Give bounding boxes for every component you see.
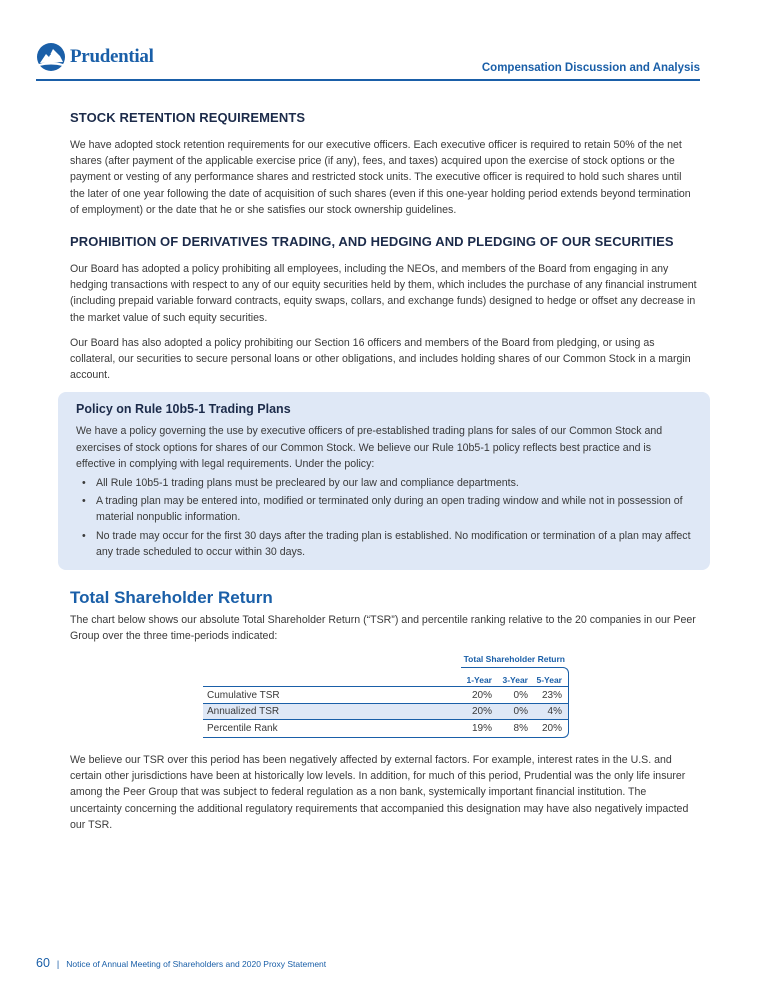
- prohibition-paragraph-1: Our Board has adopted a policy prohibiting all employees, including the NEOs, and members of the Board from engaging in any hedging transactions with respect to any of our equity securities held by them, which includes the purchase of any financial instrument (including prepaid variable forward contracts, equity swaps, collars, and exchange funds) designed to hedge or offset any decrease in the market value of such equity securities.: [70, 263, 697, 324]
- header-divider: [36, 79, 700, 81]
- page-footer: [36, 956, 326, 970]
- callout-intro: We have a policy governing the use by executive officers of pre-established trading plans for sales of our Common Stock and exercises of stock options for shares of our Common Stock. We believe our Rule 10b5-1 policy reflects best practice and is effective in complying with legal requirements. Under the policy:: [76, 425, 663, 470]
- rock-of-gibraltar-icon: [36, 42, 66, 72]
- tsr-intro: The chart below shows our absolute Total Shareholder Return (“TSR”) and percentile ranking relative to the 20 companies in our Peer Group over the three time-periods indicated:: [70, 614, 696, 643]
- callout-bullet: • No trade may occur for the first 30 days after the trading plan is established. No modification or termination of a plan may affect any trade scheduled to occur within 30 days.: [76, 528, 692, 560]
- table-cell: 0%: [513, 706, 528, 718]
- table-cell: 20%: [541, 723, 562, 735]
- footer-separator: |: [56, 959, 60, 969]
- section-label: Compensation Discussion and Analysis: [481, 62, 700, 74]
- callout-bullet-list: [76, 475, 692, 560]
- rule-10b5-1-callout: [58, 392, 710, 570]
- tsr-heading: Total Shareholder Return: [70, 588, 273, 608]
- table-cell: 8%: [513, 723, 528, 735]
- tsr-closing-paragraph: We believe our TSR over this period has been negatively affected by external factors. For example, interest rates in the U.S. and certain other jurisdictions have been at historically low levels. In addition, for much of this period, Prudential was the only life insurer among the Peer Group that was subject to federal regulation as a non bank, systemically important financial institution. The uncertainty concerning the additional regulatory requirements that accompanied this designation may have also negatively impacted our TSR.: [70, 753, 689, 831]
- row-label: Annualized TSR: [207, 706, 280, 718]
- table-cell: 4%: [547, 706, 562, 718]
- table-cell: 0%: [513, 689, 528, 701]
- prohibition-heading: PROHIBITION OF DERIVATIVES TRADING, AND HEDGING AND PLEDGING OF OUR SECURITIES: [70, 234, 674, 250]
- table-row: [203, 687, 568, 704]
- callout-bullet: • All Rule 10b5-1 trading plans must be precleared by our law and compliance departments.: [76, 475, 692, 491]
- row-label: Cumulative TSR: [207, 689, 280, 701]
- callout-bullet: • A trading plan may be entered into, modified or terminated only during an open trading window and while not in possession of material nonpublic information.: [76, 493, 692, 525]
- prudential-logo: [36, 42, 154, 72]
- table-cell: 20%: [471, 706, 492, 718]
- column-header: 3-Year: [502, 674, 528, 685]
- tsr-table-title: Total Shareholder Return: [463, 654, 565, 665]
- logo-wordmark: Prudential: [70, 46, 154, 67]
- table-cell: 19%: [471, 723, 492, 735]
- main-content: [70, 110, 698, 842]
- table-cell: 23%: [541, 689, 562, 701]
- prohibition-paragraph-2: Our Board has also adopted a policy prohibiting our Section 16 officers and members of the Board from pledging, or using as collateral, our securities to secure personal loans or other obligations, and includes holding shares of our Common Stock in a margin account.: [70, 336, 691, 382]
- column-header: 1-Year: [466, 674, 492, 685]
- column-header: 5-Year: [536, 674, 562, 685]
- callout-heading: Policy on Rule 10b5-1 Trading Plans: [76, 402, 291, 417]
- stock-retention-heading: STOCK RETENTION REQUIREMENTS: [70, 110, 306, 125]
- tsr-table-header-row: [203, 673, 568, 687]
- tsr-table: [203, 654, 569, 738]
- row-label: Percentile Rank: [207, 723, 278, 735]
- table-cell: 20%: [471, 689, 492, 701]
- footer-document-title: Notice of Annual Meeting of Shareholders and 2020 Proxy Statement: [66, 959, 327, 969]
- table-row: [203, 704, 568, 721]
- stock-retention-body: We have adopted stock retention requirements for our executive officers. Each executive officer is required to retain 50% of the net shares (after payment of the applicable exercise price (if any), fees, and taxes) acquired upon the exercise of stock options or the payment or vesting of any performance shares and restricted stock units. The executive officer is required to hold such shares until the later of one year following the date of acquisition of such shares (even if this one-year holding period extends beyond termination of employment) or the date that he or she satisfies our stock ownership guidelines.: [70, 139, 691, 216]
- page-number: 60: [36, 956, 50, 970]
- page-header: [36, 38, 700, 82]
- table-row: [203, 720, 568, 737]
